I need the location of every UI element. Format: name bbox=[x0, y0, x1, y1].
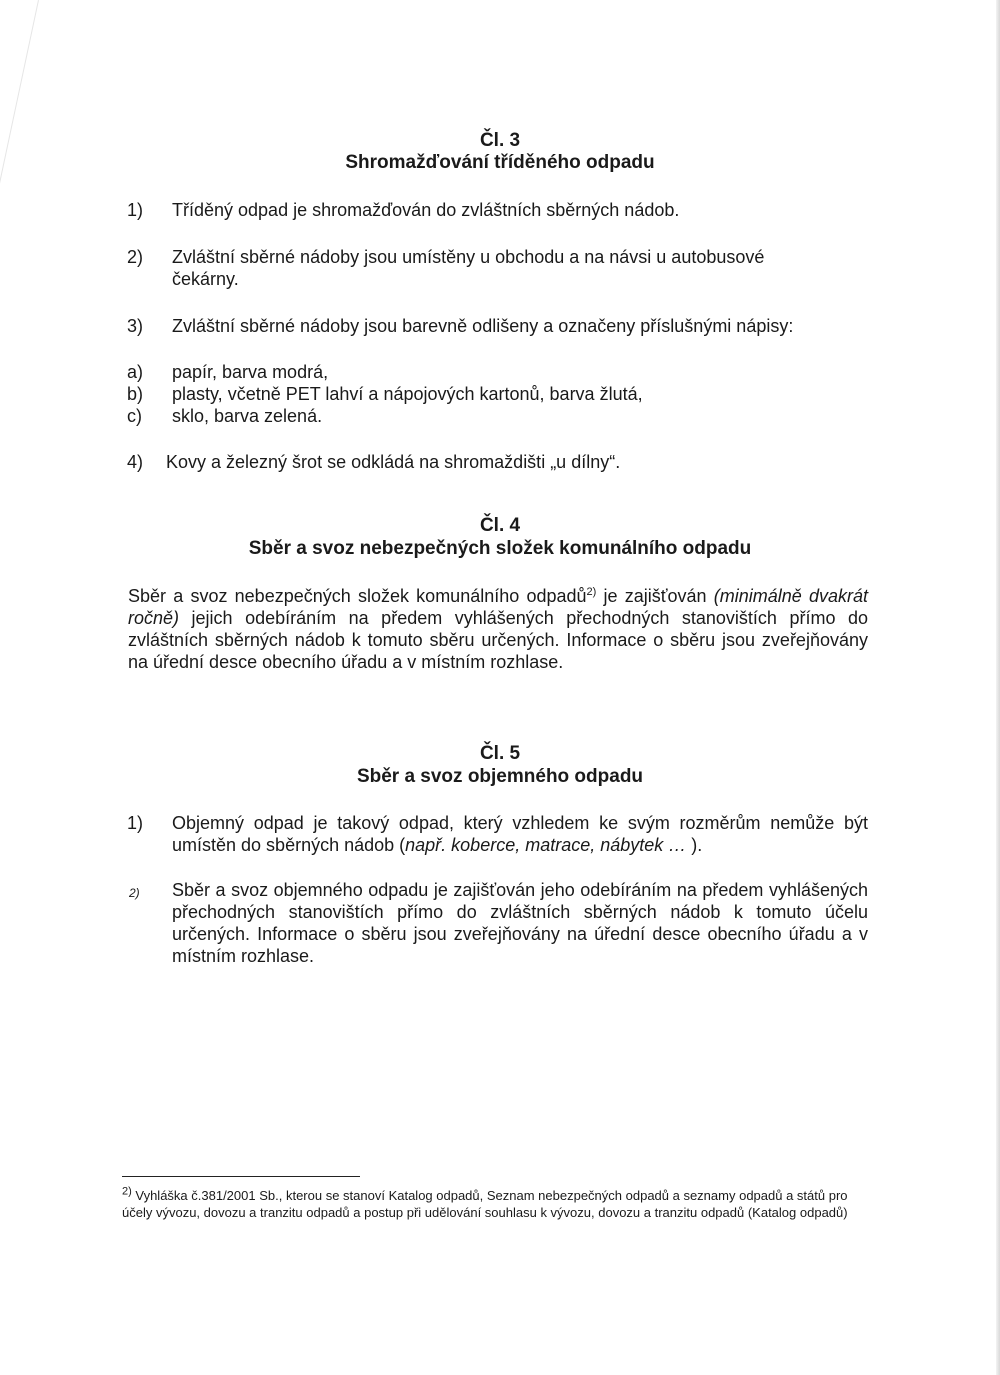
item-number: 2) bbox=[127, 247, 144, 267]
footnote-mark: 2) bbox=[122, 1185, 132, 1198]
item-text bbox=[172, 812, 868, 856]
subitem-text: papír, barva modrá, bbox=[172, 362, 329, 382]
item-text: Tříděný odpad je shromažďován do zvláštních sběrných nádob. bbox=[172, 200, 680, 220]
subitem-letter: b) bbox=[127, 384, 144, 404]
article-3-subtitle: Shromažďování tříděného odpadu bbox=[345, 152, 655, 173]
subitem-letter: c) bbox=[127, 406, 142, 426]
paragraph-text: jejich odebíráním na předem vyhlášených přechodných stanovištích přímo do zvláštních sběrných nádob k tomuto sběru určených. Informace o sběru jsou zveřejňovány na úřední desce obecního úřadu a v místním rozhlase. bbox=[128, 608, 868, 672]
item-text-part: ). bbox=[691, 835, 703, 855]
item-number: 1) bbox=[127, 200, 144, 220]
item-number: 2) bbox=[129, 886, 140, 900]
scan-edge bbox=[996, 0, 1000, 1375]
item-text-part: Objemný odpad je takový odpad, který vzhledem ke svým rozměrům nemůže být umístěn do sběrných nádob ( bbox=[172, 813, 868, 855]
paragraph-text: je zajišťován bbox=[596, 586, 714, 606]
article-4-subtitle: Sběr a svoz nebezpečných složek komunálního odpadu bbox=[248, 538, 752, 559]
paragraph-text: Sběr a svoz nebezpečných složek komunálního odpadů bbox=[128, 586, 587, 606]
footnote-divider bbox=[122, 1176, 360, 1177]
article-4-title: Čl. 4 bbox=[479, 515, 521, 536]
item-number: 4) bbox=[127, 452, 144, 472]
footnote-text: Vyhláška č.381/2001 Sb., kterou se stanoví Katalog odpadů, Seznam nebezpečných odpadů a seznamy odpadů a států pro účely vývozu, dovozu a tranzitu odpadů a postup při udělování souhlasu k vývozu, dovozu a tranzitu odpadů (Katalog odpadů) bbox=[122, 1188, 848, 1220]
item-number: 1) bbox=[127, 813, 144, 833]
item-text: Zvláštní sběrné nádoby jsou barevně odlišeny a označeny příslušnými nápisy: bbox=[172, 316, 794, 336]
item-italic: např. koberce, matrace, nábytek … bbox=[405, 835, 692, 855]
paragraph-italic: (minimálně dvakrát ročně) bbox=[128, 586, 868, 628]
item-number: 3) bbox=[127, 316, 144, 336]
item-text: Zvláštní sběrné nádoby jsou umístěny u obchodu a na návsi u autobusové bbox=[172, 247, 765, 267]
article-5-title: Čl. 5 bbox=[479, 743, 521, 764]
item-text: čekárny. bbox=[172, 269, 239, 289]
subitem-text: plasty, včetně PET lahví a nápojových kartonů, barva žlutá, bbox=[172, 384, 643, 404]
article-3-title: Čl. 3 bbox=[479, 130, 521, 151]
subitem-letter: a) bbox=[127, 362, 144, 382]
article-4-paragraph bbox=[128, 585, 868, 673]
footnote-reference: 2) bbox=[586, 586, 597, 598]
item-text: Sběr a svoz objemného odpadu je zajišťován jeho odebíráním na předem vyhlášených přechodných stanovištích přímo do zvláštních sběrných nádob k tomuto účelu určených. Informace o sběru jsou zveřejňovány na úřední desce obecního úřadu a v místním rozhlase. bbox=[172, 880, 868, 966]
subitem-text: sklo, barva zelená. bbox=[172, 406, 323, 426]
article-5-subtitle: Sběr a svoz objemného odpadu bbox=[356, 766, 644, 787]
item-text: Kovy a železný šrot se odkládá na shromaždišti „u dílny“. bbox=[166, 452, 621, 472]
footnote bbox=[122, 1187, 867, 1221]
